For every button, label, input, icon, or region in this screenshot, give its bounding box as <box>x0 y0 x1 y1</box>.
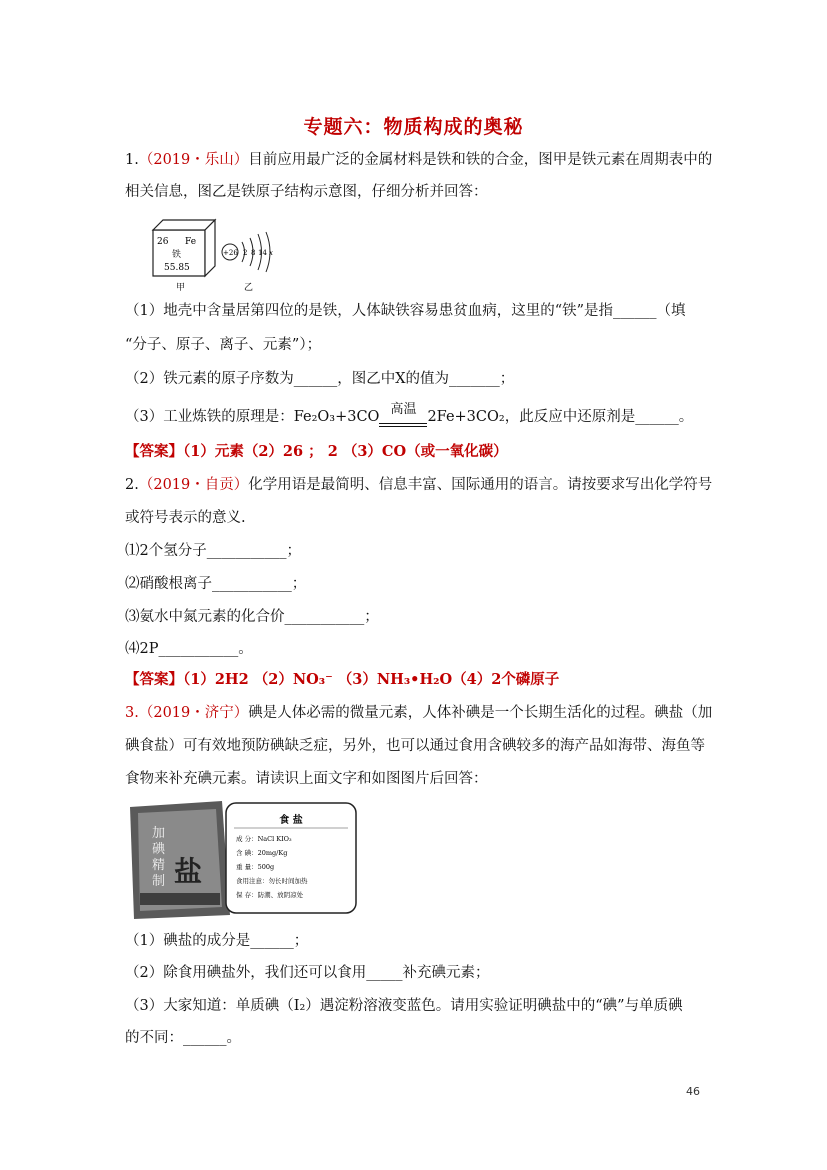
q1-part3-left: （3）工业炼铁的原理是：Fe₂O₃+3CO <box>125 409 380 425</box>
q1-part3 <box>125 402 694 427</box>
q2-part3: ⑶氨水中氮元素的化合价___________； <box>125 609 379 625</box>
shell-4: x <box>269 249 273 257</box>
label-title: 食 盐 <box>279 815 303 826</box>
q2-text-1: 化学用语是最简明、信息丰富、国际通用的语言。请按要求写出化学符号 <box>248 477 713 493</box>
answer-label: 【答案】 <box>125 671 183 688</box>
q1-line-2: 相关信息，图乙是铁原子结构示意图，仔细分析并回答： <box>125 184 488 200</box>
bag-text-1: 加 <box>152 826 166 841</box>
q3-figure <box>126 797 362 925</box>
q2-part4: ⑷2P___________。 <box>125 641 253 657</box>
q3-part1: （1）碘盐的成分是______； <box>125 933 309 949</box>
q3-source: （2019・济宁） <box>138 705 249 721</box>
iron-element-diagram <box>148 214 298 294</box>
bag-text-2: 碘 <box>152 842 166 857</box>
element-symbol: Fe <box>185 237 197 247</box>
bag-text-3: 精 <box>152 858 166 873</box>
q3-number: 3. <box>125 705 139 721</box>
condition-text: 高温 <box>390 402 417 417</box>
q1-part3-right: 2Fe+3CO₂，此反应中还原剂是______。 <box>427 409 694 425</box>
page-number: 46 <box>686 1085 700 1098</box>
bag-text-4: 制 <box>152 874 166 889</box>
label-jia: 甲 <box>176 283 186 293</box>
q1-answer <box>125 442 508 462</box>
label-row-1: 成 分：NaCl KIO₃ <box>236 835 292 843</box>
q1-number: 1. <box>125 152 139 168</box>
label-yi: 乙 <box>244 283 254 293</box>
q2-line-1 <box>125 475 712 495</box>
atomic-mass: 55.85 <box>164 263 190 273</box>
label-row-2: 含 碘：20mg/Kg <box>236 849 288 857</box>
shell-2: 8 <box>251 249 256 257</box>
q2-line-2: 或符号表示的意义. <box>125 510 246 526</box>
shell-3: 14 <box>258 249 267 257</box>
q2-answer <box>125 670 559 690</box>
q1-part1-b: “分子、原子、离子、元素”）； <box>125 337 322 353</box>
q3-line-1 <box>125 703 712 723</box>
iodized-salt-image <box>126 797 362 921</box>
q2-part2: ⑵硝酸根离子___________； <box>125 576 307 592</box>
answer-label: 【答案】 <box>125 443 183 460</box>
q1-figure <box>148 214 298 298</box>
q3-line-3: 食物来补充碘元素。请读识上面文字和如图图片后回答： <box>125 771 488 787</box>
label-row-5: 保 存：防潮、放阴凉处 <box>236 891 304 899</box>
bag-text-5: 盐 <box>174 855 203 888</box>
element-name: 铁 <box>172 250 182 260</box>
q2-source: （2019・自贡） <box>138 477 249 493</box>
reaction-condition <box>379 402 427 427</box>
page-title: 专题六：物质构成的奥秘 <box>303 116 524 138</box>
q2-part1: ⑴2个氢分子___________； <box>125 543 301 559</box>
shell-1: 2 <box>243 249 248 257</box>
q3-line-2: 碘食盐）可有效地预防碘缺乏症，另外，也可以通过食用含碘较多的海产品如海带、海鱼等 <box>125 738 705 754</box>
atomic-number: 26 <box>157 237 169 247</box>
answer-text: （1）元素（2）26 ； 2 （3）CO（或一氧化碳） <box>183 443 508 460</box>
q1-part2: （2）铁元素的原子序数为______，图乙中X的值为_______； <box>125 371 515 387</box>
label-row-4: 食用注意：勿长时间加热 <box>236 877 308 885</box>
q2-number: 2. <box>125 477 139 493</box>
label-row-3: 重 量：500g <box>236 863 275 871</box>
q1-line-1 <box>125 150 712 170</box>
q1-source: （2019・乐山） <box>138 152 249 168</box>
q3-text-1: 碘是人体必需的微量元素，人体补碘是一个长期生活化的过程。碘盐（加 <box>248 705 713 721</box>
q3-part3-b: 的不同：______。 <box>125 1030 241 1046</box>
answer-text: （1）2H2 （2）NO₃⁻ （3）NH₃•H₂O（4）2个磷原子 <box>183 671 560 688</box>
q3-part2: （2）除食用碘盐外，我们还可以食用_____补充碘元素； <box>125 965 490 981</box>
q3-part3-a: （3）大家知道：单质碘（I₂）遇淀粉溶液变蓝色。请用实验证明碘盐中的“碘”与单质碘 <box>125 998 683 1014</box>
nucleus-charge: +26 <box>223 249 238 257</box>
q1-part1-a: （1）地壳中含量居第四位的是铁，人体缺铁容易患贫血病，这里的“铁”是指______（填 <box>125 303 686 319</box>
q1-text-1: 目前应用最广泛的金属材料是铁和铁的合金，图甲是铁元素在周期表中的 <box>248 152 713 168</box>
